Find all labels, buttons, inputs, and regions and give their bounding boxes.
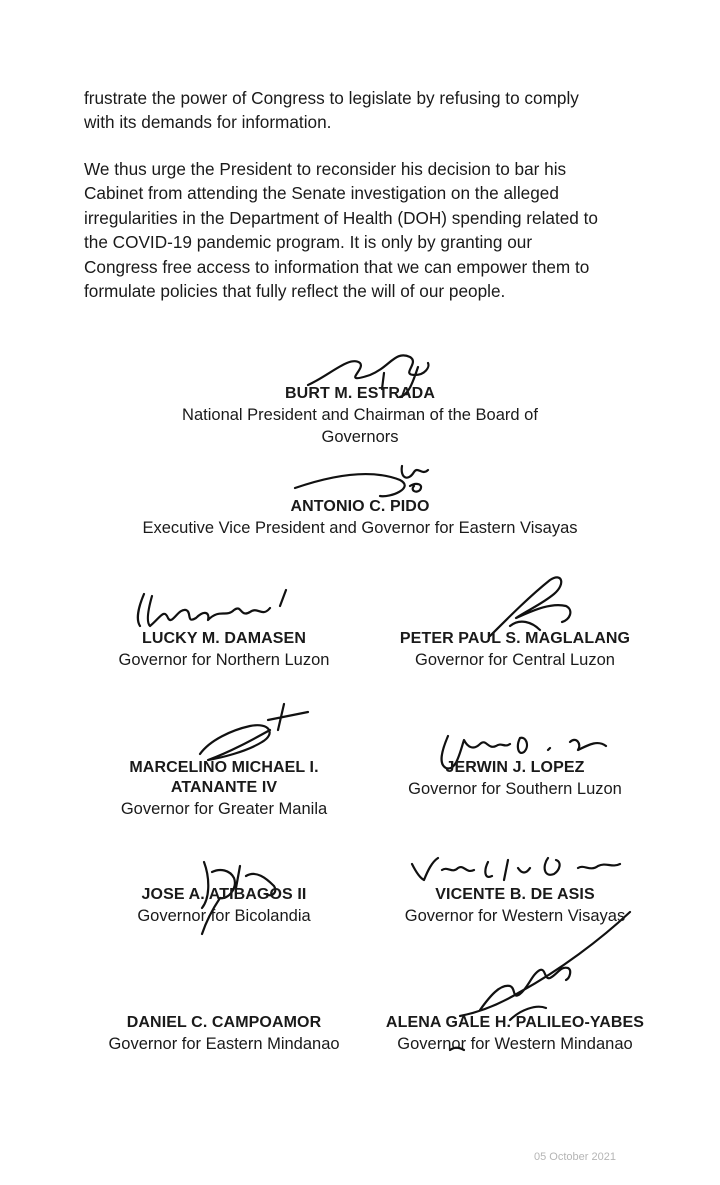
signatory-name: VICENTE B. DE ASIS	[435, 886, 595, 903]
signatory-name: DANIEL C. CAMPOAMOR	[126, 1014, 322, 1031]
signatory-de-asis	[355, 885, 675, 927]
signatory-title: Governor for Eastern Mindanao	[108, 1035, 340, 1053]
signatory-name: BURT M. ESTRADA	[285, 385, 435, 402]
signatory-damasen	[64, 629, 384, 671]
paragraph-line: Congress free access to information that we can empower them to	[84, 256, 590, 277]
signatory-title: Governor for Central Luzon	[415, 651, 615, 669]
signatory-name: JERWIN J. LOPEZ	[445, 759, 585, 776]
signatory-lopez	[355, 758, 675, 800]
signatory-pido	[110, 497, 610, 539]
document-date: 05 October 2021	[534, 1151, 616, 1163]
paragraph-line: the COVID-19 pandemic program. It is only by granting our	[84, 232, 533, 253]
paragraph-line: Cabinet from attending the Senate investigation on the alleged	[84, 183, 559, 204]
signatory-name: LUCKY M. DAMASEN	[142, 630, 306, 647]
signatory-title: Governor for Southern Luzon	[408, 780, 622, 798]
signatory-title: Governor for Western Visayas	[404, 907, 626, 925]
paragraph-line: formulate policies that fully reflect the will of our people.	[84, 281, 506, 302]
signatory-name: PETER PAUL S. MAGLALANG	[399, 630, 631, 647]
signatory-name-line1: MARCELINO MICHAEL I.	[129, 759, 319, 776]
paragraph-line: We thus urge the President to reconsider his decision to bar his	[84, 159, 567, 179]
paragraph-line: frustrate the power of Congress to legislate by refusing to comply	[84, 88, 579, 108]
signatory-name: ALENA GALE H. PALILEO-YABES	[385, 1014, 645, 1031]
signatory-title: Governor for Northern Luzon	[118, 651, 330, 669]
signatory-title: Governor for Greater Manila	[120, 800, 328, 818]
signatory-atanante	[64, 758, 384, 820]
signatory-name: JOSE A. ATIBAGOS II	[141, 886, 307, 903]
signatory-campoamor	[64, 1013, 384, 1055]
paragraph-line: with its demands for information.	[84, 112, 332, 133]
paragraph-2	[84, 157, 636, 303]
paragraph-line: irregularities in the Department of Health (DOH) spending related to	[84, 207, 598, 228]
signature-de-asis	[408, 848, 638, 888]
signatory-name: ANTONIO C. PIDO	[290, 498, 430, 515]
signatory-title: Governor for Bicolandia	[137, 907, 311, 925]
signatory-palileo-yabes	[355, 1013, 675, 1055]
signatory-maglalang	[355, 629, 675, 671]
signatory-name-line2: ATANANTE IV	[170, 779, 278, 796]
signatory-title: Governor for Western Mindanao	[397, 1035, 633, 1053]
signatory-title: Executive Vice President and Governor for Eastern Visayas	[142, 519, 578, 537]
signatory-atibagos	[64, 885, 384, 927]
signatory-estrada	[160, 384, 560, 448]
signatory-title: National President and Chairman of the Board of Governors	[182, 406, 538, 446]
paragraph-1	[84, 86, 636, 135]
